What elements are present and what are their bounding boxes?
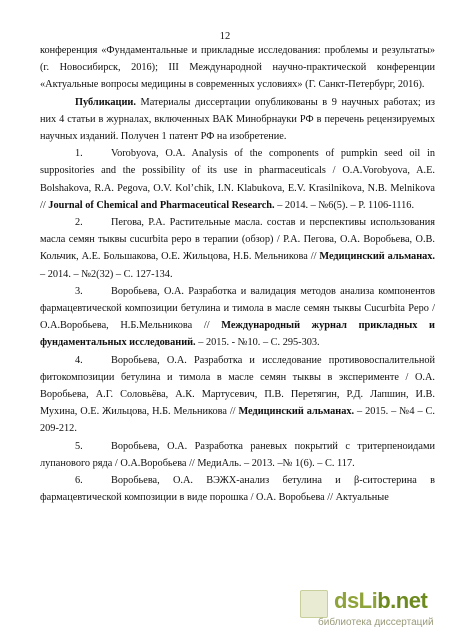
watermark-brand: dsLib.net (334, 588, 428, 613)
publications-paragraph (40, 94, 435, 146)
reference-details: – 2015. – №4 – С. 209-212. (40, 406, 435, 435)
reference-text: Воробьева, О.А. Разработка раневых покрытий с тритерпеноидами лупанового ряда / О.А.Воробьева // МедиАль. – 2013. –№ 1(6). – С. 117. (40, 440, 435, 469)
publications-text: Материалы диссертации опубликованы в 9 научных работах; из них 4 статьи в журналах, включенных ВАК Минобрнауки РФ в перечень рецензируемых научных изданий. Получен 1 патент РФ на изобретение. (40, 96, 435, 143)
reference-journal: Journal of Chemical and Pharmaceutical Research. (48, 199, 275, 211)
reference-details: – 2014. – №2(32) – С. 127-134. (40, 268, 173, 280)
watermark-logo-icon (300, 590, 328, 618)
reference-journal: Международный журнал прикладных и фундаментальных исследований. (40, 320, 435, 349)
reference-number: 4. (75, 354, 83, 366)
reference-text: Воробьева, О.А. ВЭЖХ-анализ бетулина и β-ситостерина в фармацевтической композиции в виде порошка / О.А. Воробьева // Актуальные (40, 475, 435, 504)
reference-list (40, 145, 435, 506)
reference-text: Воробьева, О.А. Разработка и валидация методов анализа компонентов фармацевтической композиции бетулина и тимола в масле семян тыквы Cucurbita Pepo / О.А.Воробьева, Н.Б.Мельникова // (40, 285, 435, 332)
reference-item (40, 283, 435, 352)
reference-text: Vorobyova, O.A. Analysis of the components of pumpkin seed oil in suppositories and the possibility of its use in pharmaceuticals / O.A.Vorobyova, A.E. Bolshakova, R.A. Pegova, O.V. Kol’chik, I.N. Klabukova, E.V. Krasilnikova, N.B. Melnikova // (40, 148, 435, 211)
document-body (40, 42, 435, 506)
page-number: 12 (219, 31, 231, 42)
reference-number: 5. (75, 440, 83, 452)
reference-item (40, 472, 435, 506)
reference-number: 2. (75, 217, 83, 229)
reference-details: – 2014. – №6(5). – P. 1106-1116. (274, 199, 415, 211)
reference-number: 6. (75, 475, 83, 487)
watermark (300, 590, 448, 634)
reference-journal: Медицинский альманах. (238, 406, 355, 418)
publications-heading: Публикации. (75, 96, 136, 108)
reference-item (40, 145, 435, 214)
watermark-tagline: библиотека диссертаций (318, 617, 434, 628)
reference-item (40, 352, 435, 438)
reference-text: Пегова, Р.А. Растительные масла. состав и перспективы использования масла семян тыквы cucurbita pepo в терапии (обзор) / Р.А. Пегова, О.А. Воробьева, О.В. Кольчик, А.Е. Большакова, О.Е. Жильцова, Н.Б. Мельникова // (40, 217, 435, 263)
reference-text: Воробьева, О.А. Разработка и исследование противовоспалительной фитокомпозиции бетулина и тимола в масле семян тыквы в эксперименте / О.А. Воробьева, А.Г. Соловьёва, А.К. Мартусевич, П.В. Перетягин, Р.Д. Лапшин, И.В. Мухина, О.Е. Жильцова, Н.Б. Мельникова // (40, 354, 435, 418)
reference-details: – 2015. - №10. – С. 295-303. (195, 337, 320, 349)
reference-number: 1. (75, 148, 83, 160)
reference-item (40, 438, 435, 472)
reference-journal: Медицинский альманах. (319, 251, 435, 263)
reference-number: 3. (75, 285, 83, 297)
reference-item (40, 214, 435, 283)
intro-paragraph: конференция «Фундаментальные и прикладные исследования: проблемы и результаты» (г. Новосибирск, 2016); III Международной научно-практической конференции «Актуальные вопросы медицины в современных условиях» (Г. Санкт-Петербург, 2016). (40, 45, 435, 91)
